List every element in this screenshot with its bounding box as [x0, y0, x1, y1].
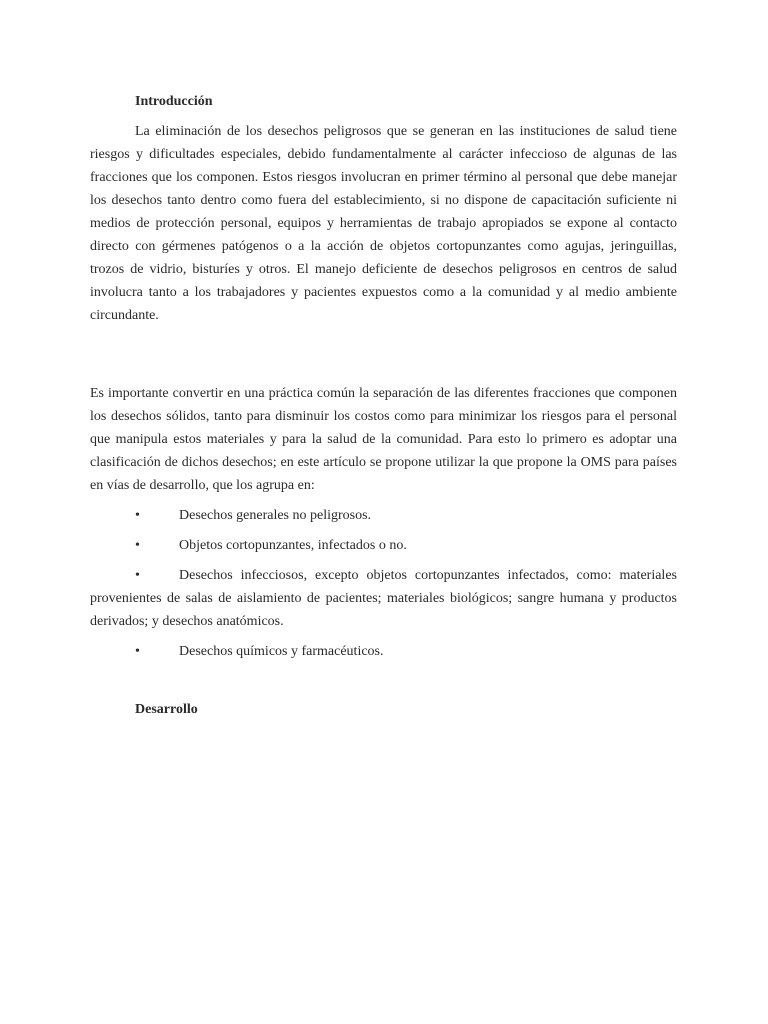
list-item-text: Desechos infecciosos, excepto objetos cortopunzantes infectados, como: materiales provenientes de salas de aislamiento de pacientes; materiales biológicos; sangre humana y productos derivados; y desechos anatómicos.	[90, 568, 677, 629]
list-item-text: Desechos químicos y farmacéuticos.	[179, 644, 384, 659]
bullet-icon: •	[135, 644, 140, 659]
list-item-text: Objetos cortopunzantes, infectados o no.	[179, 538, 407, 553]
bullet-icon: •	[135, 568, 140, 583]
waste-classification-list	[90, 504, 677, 663]
second-paragraph: Es importante convertir en una práctica común la separación de las diferentes fracciones que componen los desechos sólidos, tanto para disminuir los costos como para minimizar los riesgos para el personal que manipula estos materiales y para la salud de la comunidad. Para esto lo primero es adoptar una clasificación de dichos desechos; en este artículo se propone utilizar la que propone la OMS para países en vías de desarrollo, que los agrupa en:	[90, 386, 677, 493]
intro-heading: Introducción	[135, 94, 213, 109]
list-item-text: Desechos generales no peligrosos.	[179, 508, 372, 523]
list-item	[90, 564, 677, 633]
development-heading: Desarrollo	[135, 702, 198, 717]
list-item	[90, 640, 677, 663]
paragraph-spacer	[90, 327, 677, 382]
list-item	[90, 504, 677, 527]
bullet-icon: •	[135, 538, 140, 553]
document-page	[90, 92, 677, 728]
section-spacer	[90, 670, 677, 700]
intro-paragraph: La eliminación de los desechos peligrosos que se generan en las instituciones de salud tiene riesgos y dificultades especiales, debido fundamentalmente al carácter infeccioso de algunas de las fracciones que los componen. Estos riesgos involucran en primer término al personal que debe manejar los desechos tanto dentro como fuera del establecimiento, si no dispone de capacitación suficiente ni medios de protección personal, equipos y herramientas de trabajo apropiados se expone al contacto directo con gérmenes patógenos o a la acción de objetos cortopunzantes como agujas, jeringuillas, trozos de vidrio, bisturíes y otros. El manejo deficiente de desechos peligrosos en centros de salud involucra tanto a los trabajadores y pacientes expuestos como a la comunidad y al medio ambiente circundante.	[90, 124, 677, 323]
bullet-icon: •	[135, 508, 140, 523]
list-item	[90, 534, 677, 557]
